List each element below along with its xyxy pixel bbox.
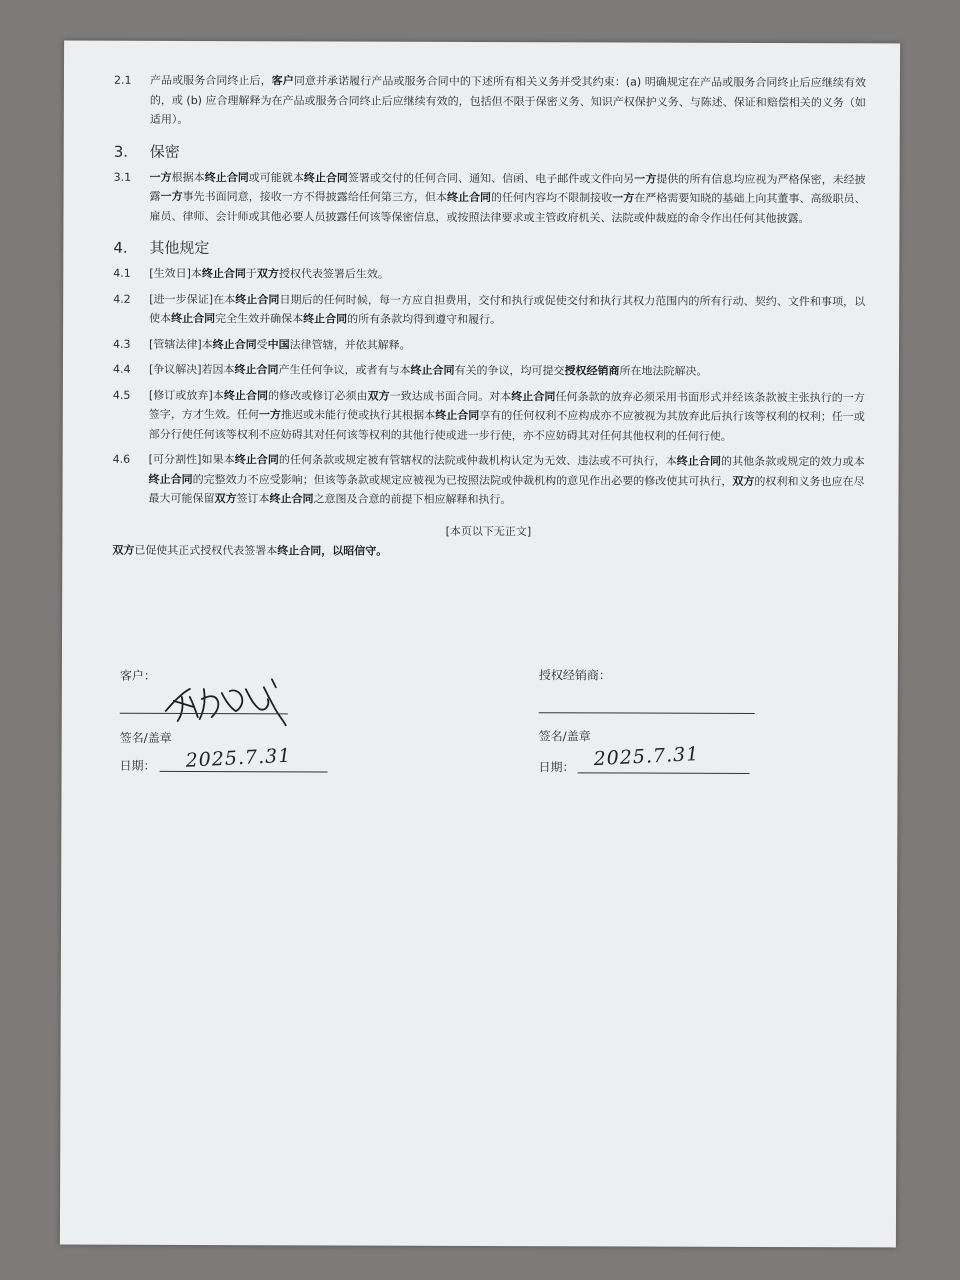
section-title: 其他规定 [149, 238, 210, 258]
blank-page-note: [本页以下无正文] [445, 524, 532, 538]
clause-number: 4.4 [112, 362, 131, 376]
clause-number: 3.1 [113, 170, 132, 184]
clause-text: [进一步保证]在本终止合同日期后的任何时候，每一方应自担费用，交付和执行或促使交付和执行其权力范围内的所有行动、契约、文件和事项，以使本终止合同完全生效并确保本终止合同的所有条款均得到遵守和履行。 [149, 292, 866, 327]
clause-text: [可分割性]如果本终止合同的任何条款或规定被有管辖权的法院或仲裁机构认定为无效、违法或不可执行，本终止合同的其他条款或规定的效力或本终止合同的完整效力不应受影响；但该等条款或规定应被视为已按照法院或仲裁机构的意见作出必要的修改使其可执行，双方的权利和义务也应在尽最大可能保留双方签订本终止合同之意图及合意的前提下相应解释和执行。 [148, 452, 865, 507]
clause-number: 4.2 [113, 292, 131, 306]
clause-text: [管辖法律]本终止合同受中国法律管辖，并依其解释。 [149, 337, 411, 352]
dealer-date-value: 2025.7.31 [593, 743, 700, 771]
clause-text: [修订或放弃]本终止合同的修改或修订必须由双方一致达成书面合同。对本终止合同任何条款的放弃必须采用书面形式并经该条款被主张执行的一方签字，方才生效。任何一方推迟或未能行使或执行其根据本终止合同享有的任何权利不应构成亦不应被视为其放弃此后执行该等权利的权利；任一或部分行使任何该等权利不应妨碍其对任何该等权利的其他行使或进一步行使，亦不应妨碍其对任何其他权利的任何行使。 [148, 388, 865, 443]
clause-4-3 [113, 334, 865, 356]
dealer-signature-line [539, 712, 755, 714]
clause-4-5 [113, 385, 865, 446]
section-heading-other-provisions: 4. 其他规定 [113, 238, 210, 258]
customer-sign-seal-label: 签名/盖章 [119, 730, 172, 745]
section-title: 保密 [149, 142, 180, 161]
clause-2-1 [114, 71, 866, 132]
clause-text: [生效日]本终止合同于双方授权代表签署后生效。 [149, 266, 389, 281]
customer-date-label: 日期： [119, 758, 156, 773]
clause-4-1 [113, 264, 865, 286]
clause-number: 2.1 [113, 73, 132, 87]
clause-text: 产品或服务合同终止后，客户同意并承诺履行产品或服务合同中的下述所有相关义务并受其约束：(a) 明确规定在产品或服务合同终止后应继续有效的，或 (b) 应合理解释为在产品或服务合同终止后应继续有效的，包括但不限于保密义务、知识产权保护义务、与陈述、保证和赔偿相关的义务（如适用）。 [149, 73, 866, 126]
document-page [60, 41, 900, 1248]
clause-number: 4.5 [112, 388, 131, 402]
dealer-date-line [578, 772, 750, 774]
clause-number: 4.3 [113, 337, 131, 351]
dealer-label: 授权经销商： [538, 668, 611, 683]
customer-date-line [160, 771, 328, 773]
dealer-date-label: 日期： [538, 760, 575, 775]
clause-number: 4.1 [113, 266, 131, 280]
section-heading-confidentiality: 3. 保密 [113, 142, 180, 161]
clause-4-6 [112, 450, 864, 511]
clause-3-1 [113, 167, 865, 228]
clause-number: 4.6 [112, 452, 131, 466]
customer-label: 客户： [119, 668, 156, 683]
customer-date-value: 2025.7.31 [185, 744, 292, 772]
clause-text: [争议解决]若因本终止合同产生任何争议，或者有与本终止合同有关的争议，均可提交授权经销商所在地法院解决。 [148, 362, 708, 378]
closing-statement: 双方已促使其正式授权代表签署本终止合同，以昭信守。 [112, 543, 388, 558]
clause-4-2 [113, 289, 865, 331]
document-body [112, 71, 866, 563]
clause-4-4 [113, 360, 865, 382]
clause-text: 一方根据本终止合同或可能就本终止合同签署或交付的任何合同、通知、信函、电子邮件或文件向另一方提供的所有信息均应视为严格保密，未经披露一方事先书面同意，接收一方不得披露给任何第三方，但本终止合同的任何内容均不限制接收一方在严格需要知晓的基础上向其董事、高级职员、雇员、律师、会计师或其他必要人员披露任何该等保密信息，或按照法律要求或主管政府机关、法院或仲裁庭的命令作出任何其他披露。 [149, 170, 866, 225]
customer-signature [160, 667, 300, 729]
dealer-sign-seal-label: 签名/盖章 [538, 729, 591, 744]
